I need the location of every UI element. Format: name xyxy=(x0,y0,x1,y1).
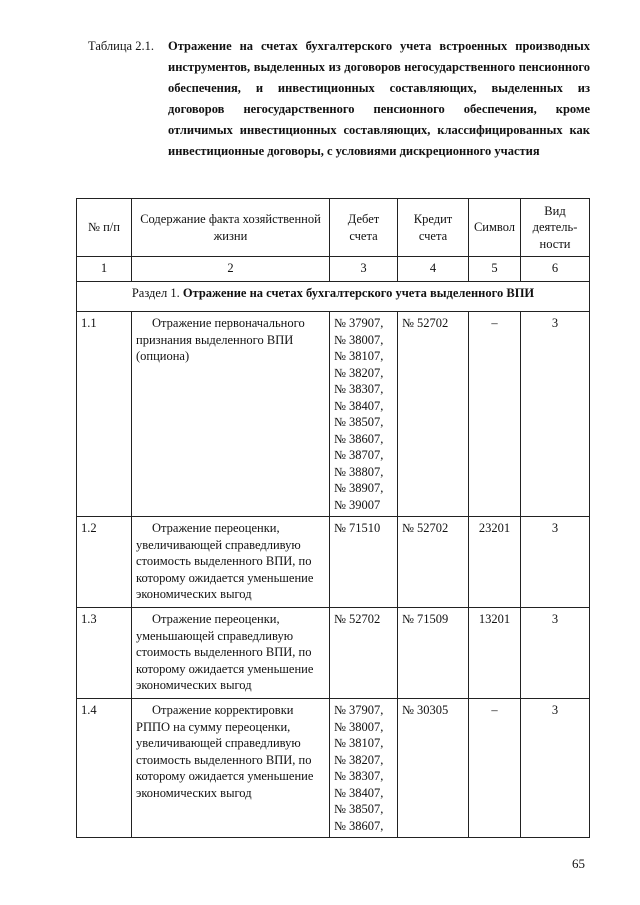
row-credit: № 71509 xyxy=(398,608,469,699)
row-symbol: 13201 xyxy=(469,608,521,699)
debit-account: № 38407, xyxy=(334,398,384,413)
debit-account: № 37907, xyxy=(334,703,384,717)
debit-account: № 38807, xyxy=(334,464,384,479)
debit-account: № 37907, xyxy=(334,316,384,330)
row-number: 1.1 xyxy=(77,312,132,517)
row-activity: 3 xyxy=(521,699,590,838)
column-number-row xyxy=(77,257,590,282)
row-content: Отражение переоценки, уменьшающей справедливую стоимость выделенного ВПИ, по которому ожидается уменьшение экономических выгод xyxy=(132,608,330,699)
debit-account: № 38307, xyxy=(334,382,384,396)
debit-account: № 71510 xyxy=(334,521,381,535)
accounting-table xyxy=(76,198,590,838)
header-row xyxy=(77,199,590,257)
header-cell: Дебет счета xyxy=(330,199,398,257)
debit-account: № 52702 xyxy=(334,612,381,626)
column-number: 6 xyxy=(521,257,590,282)
table-row xyxy=(77,517,590,608)
column-number: 4 xyxy=(398,257,469,282)
debit-account: № 38007, xyxy=(334,719,384,734)
debit-account: № 39007 xyxy=(334,497,381,512)
row-activity: 3 xyxy=(521,517,590,608)
table-caption-label: Таблица 2.1. xyxy=(88,39,154,53)
row-debit xyxy=(330,699,398,838)
debit-account: № 38707, xyxy=(334,448,384,462)
row-number: 1.4 xyxy=(77,699,132,838)
row-credit: № 30305 xyxy=(398,699,469,838)
table-row xyxy=(77,608,590,699)
section-heading xyxy=(77,282,590,312)
column-number: 5 xyxy=(469,257,521,282)
debit-account: № 38107, xyxy=(334,349,384,363)
row-content: Отражение переоценки, увеличивающей справедливую стоимость выделенного ВПИ, по которому ожидается уменьшение экономических выгод xyxy=(132,517,330,608)
header-cell: Вид деятель-ности xyxy=(521,199,590,257)
row-symbol: 23201 xyxy=(469,517,521,608)
column-number: 3 xyxy=(330,257,398,282)
debit-account: № 38507, xyxy=(334,802,384,816)
header-cell: Кредит счета xyxy=(398,199,469,257)
table-caption xyxy=(88,36,590,162)
row-number: 1.2 xyxy=(77,517,132,608)
debit-account: № 38407, xyxy=(334,785,384,800)
section-prefix: Раздел 1. xyxy=(131,286,180,300)
page-number: 65 xyxy=(572,856,585,871)
row-content: Отражение корректировки РППО на сумму переоценки, увеличивающей справедливую стоимость выделенного ВПИ, по которому ожидается уменьшение экономических выгод xyxy=(132,699,330,838)
debit-account: № 38007, xyxy=(334,332,384,347)
section-row xyxy=(77,282,590,312)
table-row xyxy=(77,699,590,838)
table-row xyxy=(77,312,590,517)
debit-account: № 38507, xyxy=(334,415,384,429)
header-cell: Символ xyxy=(469,199,521,257)
row-number: 1.3 xyxy=(77,608,132,699)
debit-account: № 38207, xyxy=(334,752,384,767)
table-caption-title: Отражение на счетах бухгалтерского учета встроенных производных инструментов, выделенных из договоров негосударственного пенсионного обеспечения, и инвестиционных составляющих, выделенных из договоров негосударственного пенсионного обеспечения, кроме отличимых инвестиционных составляющих, классифицированных как инвестиционные договоры, с условиями дискреционного участия xyxy=(168,39,590,158)
column-number: 2 xyxy=(132,257,330,282)
row-activity: 3 xyxy=(521,312,590,517)
row-symbol: – xyxy=(469,699,521,838)
debit-account: № 38607, xyxy=(334,818,384,833)
debit-account: № 38607, xyxy=(334,431,384,446)
row-content: Отражение первоначального признания выделенного ВПИ (опциона) xyxy=(132,312,330,517)
debit-account: № 38907, xyxy=(334,481,384,495)
debit-account: № 38307, xyxy=(334,769,384,783)
header-cell: Содержание факта хозяйственной жизни xyxy=(132,199,330,257)
debit-account: № 38207, xyxy=(334,365,384,380)
row-credit: № 52702 xyxy=(398,517,469,608)
header-cell: № п/п xyxy=(77,199,132,257)
row-credit: № 52702 xyxy=(398,312,469,517)
row-symbol: – xyxy=(469,312,521,517)
debit-account: № 38107, xyxy=(334,736,384,750)
row-activity: 3 xyxy=(521,608,590,699)
row-debit xyxy=(330,312,398,517)
section-title: Отражение на счетах бухгалтерского учета выделенного ВПИ xyxy=(182,286,535,300)
row-debit xyxy=(330,517,398,608)
column-number: 1 xyxy=(77,257,132,282)
row-debit xyxy=(330,608,398,699)
